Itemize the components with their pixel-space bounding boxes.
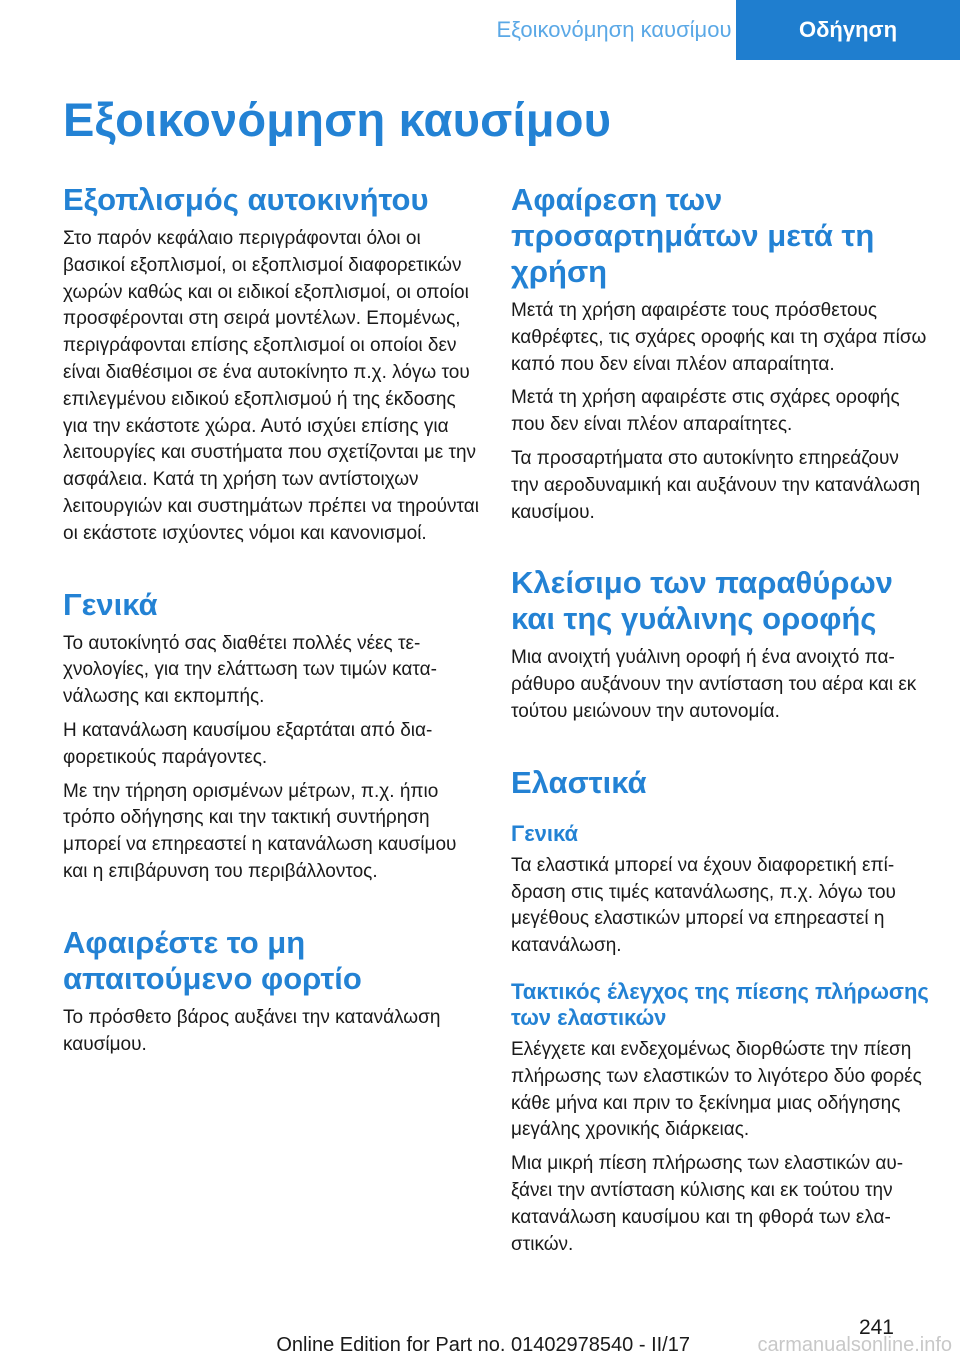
watermark: carmanualsonline.info [757,1334,952,1356]
section-heading-remove-attachments: Αφαίρεση των προσαρτημάτων μετά τη χρήση [511,182,875,289]
paragraph: Τα ελαστικά μπορεί να έχουν διαφορετική επίδραση στις τιμές κατανάλωσης, π.χ. λόγω του μεγέθους ελαστικών μπορεί να επηρεαστεί η κατανάλωση. [511,854,896,957]
paragraph: Το αυτοκίνητό σας διαθέτει πολλές νέες τεχνολογίες, για την ελάττωση των τιμών κατανάλωσης και εκπομπής. [63,632,437,708]
breadcrumb-chapter[interactable]: Οδήγηση [736,0,960,60]
paragraph: Στο παρόν κεφάλαιο περιγράφονται όλοι οι βασικοί εξοπλισμοί, οι εξοπλισμοί διαφορετικών χωρών καθώς και οι ειδικοί εξοπλισμοί, οι οποίοι προσφέρονται στη σειρά μοντέλων. Επομένως, περιγράφονται επίσης εξοπλισμοί οι οποίοι δεν είναι διαθέσιμοι σε ένα αυτοκίνητο π.χ. λόγω του επιλεγμένου ειδικού εξοπλισμού ή της έκδοσης για την εκάστοτε χώρα. Αυτό ισχύει επίσης για λειτουργίες και συστήματα που σχετίζονται με την ασφάλεια. Κατά τη χρήση των αντίστοιχων λειτουργιών και συστημάτων πρέπει να τηρούνται οι εκάστοτε ισχύοντες νόμοι και κανονισμοί. [63,228,479,544]
paragraph: Μια μικρή πίεση πλήρωσης των ελαστικών αυξάνει την αντίσταση κύλισης και εκ τούτου την κατανάλωση καυσίμου και τη φθορά των ελαστικών. [511,1153,904,1255]
paragraph: Μια ανοιχτή γυάλινη οροφή ή ένα ανοιχτό παράθυρο αυξάνουν την αντίσταση του αέρα και εκ τούτου μειώνουν την αυτονομία. [511,647,917,722]
subheading-tire-pressure-check: Τακτικός έλεγχος της πίεσης πλήρωσης των ελαστικών [511,978,929,1030]
edition-note: Online Edition for Part no. 01402978540 - II/17 [276,1334,690,1356]
paragraph: Η κατανάλωση καυσίμου εξαρτάται από διαφορετικούς παράγοντες. [63,719,433,768]
paragraph: Ελέγχετε και ενδεχομένως διορθώστε την πίεση πλήρωσης των ελαστικών το λιγότερο δύο φορές κάθε μήνα και πριν το ξεκίνημα μιας οδήγησης μεγάλης χρονικής διάρκειας. [511,1038,922,1141]
section-heading-tires: Ελαστικά [511,764,647,800]
left-column [63,182,479,1065]
breadcrumb-section[interactable]: Εξοικονόμηση καυσίμου [492,0,736,60]
header-breadcrumb [492,0,960,60]
subheading-general: Γενικά [511,820,579,846]
page-number: 241 [858,1316,894,1339]
section-heading-vehicle-equipment: Εξοπλισμός αυτοκινήτου [63,182,429,217]
paragraph: Μετά τη χρήση αφαιρέστε τους πρόσθετους καθρέφτες, τις σχάρες οροφής και τη σχάρα πίσω καπό που δεν είναι πλέον απαραίτητα. [511,300,927,375]
section-heading-close-windows: Κλείσιμο των παραθύρων και της γυάλινης οροφής [511,565,893,637]
page-title: Εξοικονόμηση καυσίμου [63,93,612,146]
section-heading-general: Γενικά [63,586,158,622]
paragraph: Το πρόσθετο βάρος αυξάνει την κατανάλωση καυσίμου. [63,1006,441,1055]
paragraph: Με την τήρηση ορισμένων μέτρων, π.χ. ήπιο τρόπο οδήγησης και την τακτική συντήρηση μπορεί να επηρεαστεί η κατανάλωση καυσίμου και η επιβάρυνση του περιβάλλοντος. [63,780,457,882]
right-column [511,182,929,1265]
paragraph: Μετά τη χρήση αφαιρέστε στις σχάρες οροφής που δεν είναι πλέον απαραίτητες. [511,387,900,436]
paragraph: Τα προσαρτήματα στο αυτοκίνητο επηρεάζουν την αεροδυναμική και αυξάνουν την κατανάλωση καυσίμου. [511,447,921,523]
section-heading-remove-load: Αφαιρέστε το μη απαιτούμενο φορτίο [63,924,362,996]
